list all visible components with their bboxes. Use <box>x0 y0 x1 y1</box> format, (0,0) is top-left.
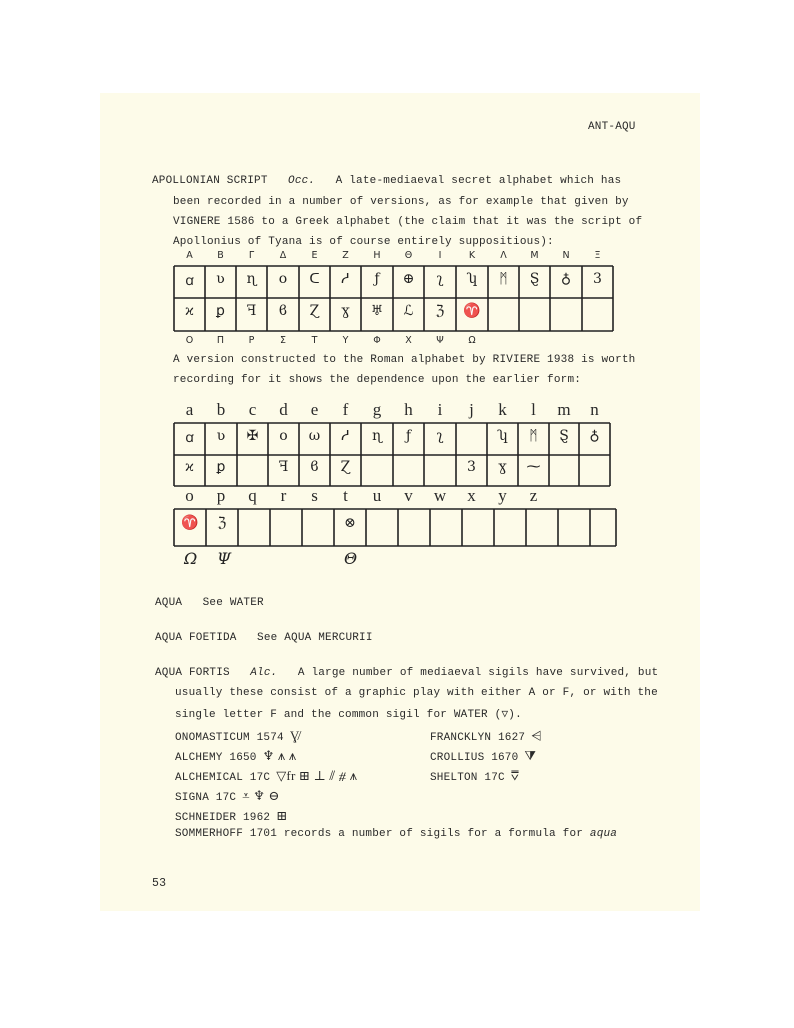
entry-text-line: single letter F and the common sigil for WATER (▽). <box>175 709 522 721</box>
cipher-glyph: ω <box>308 428 321 444</box>
cipher-glyph: ⊗ <box>344 515 356 531</box>
cipher-glyph: ϐ <box>278 303 288 319</box>
sigil-icon: ⩡ ♆ ⊖ <box>242 788 280 803</box>
entry-tag: Occ. <box>288 175 316 187</box>
cipher-glyph: ℨ <box>217 515 227 531</box>
greek-letter: Ζ <box>342 250 349 261</box>
cross-reference: See AQUA MERCURII <box>257 632 373 644</box>
greek-letter: Υ <box>342 335 349 346</box>
greek-letter: Ρ <box>248 335 255 346</box>
entry-text-line: Apollonius of Tyana is of course entirely suppositious): <box>173 236 554 248</box>
entry-text-line: usually these consist of a graphic play with either A or F, or with the <box>175 687 658 699</box>
roman-letter: d <box>279 400 288 419</box>
omega-label: Ω <box>184 549 198 568</box>
entry-text-italic: aqua <box>589 828 618 840</box>
cipher-glyph: ♈ <box>181 515 199 531</box>
roman-letter: b <box>216 400 226 419</box>
source-label: ALCHEMY 1650 <box>175 752 257 764</box>
entry-text-line: recording for it shows the dependence upon the earlier form: <box>173 374 582 386</box>
greek-letter: Φ <box>373 335 381 346</box>
roman-letter: f <box>342 400 349 419</box>
entry-aqua-foetida <box>155 632 373 644</box>
cipher-glyph: ɣ <box>341 303 350 319</box>
roman-letter: p <box>216 486 226 505</box>
cipher-glyph: ᛗ <box>529 428 538 444</box>
greek-letter: Ξ <box>594 250 601 261</box>
source-label: CROLLIUS 1670 <box>430 752 519 764</box>
roman-letter: n <box>590 400 599 419</box>
cipher-glyph: ᓱ <box>341 271 350 287</box>
cipher-glyph: 3 <box>467 459 476 475</box>
cross-reference: See WATER <box>202 597 264 609</box>
entry-tag: Alc. <box>250 667 278 679</box>
cipher-glyph: ƒ <box>374 271 380 287</box>
roman-letter: e <box>310 400 319 419</box>
greek-letter: Τ <box>311 335 318 346</box>
cipher-glyph: 3 <box>593 271 602 287</box>
theta-label: Θ <box>344 549 358 568</box>
cipher-glyph: ᓱ <box>341 428 350 444</box>
sigil-source-row <box>175 728 299 744</box>
sigil-icon: ♆ ⩚ ⩚ <box>262 748 297 763</box>
cipher-glyph: ϰ <box>185 459 194 475</box>
greek-letter: Ι <box>438 250 442 261</box>
sigil-source-row <box>175 788 280 804</box>
running-head: ANT-AQU <box>588 121 636 133</box>
greek-letter: Β <box>217 250 224 261</box>
sigil-icon: ⊞ <box>276 808 288 823</box>
roman-letter: h <box>404 400 413 419</box>
entry-text: A large number of mediaeval sigils have survived, but <box>297 667 659 679</box>
cipher-glyph: Ȿ <box>529 271 540 287</box>
cipher-glyph: ɣ <box>498 459 507 475</box>
cipher-glyph: ꭤ <box>185 430 194 446</box>
book-page <box>100 93 700 911</box>
psi-label: Ψ <box>217 549 232 568</box>
cipher-glyph: ϐ <box>310 459 319 475</box>
greek-letter: Σ <box>279 335 286 346</box>
roman-letter: i <box>437 400 443 419</box>
entry-heading: AQUA <box>155 597 183 609</box>
cipher-glyph: ꭤ <box>185 273 194 289</box>
cipher-glyph: ʮ <box>497 428 508 444</box>
roman-letter: o <box>185 486 194 505</box>
greek-letter: Χ <box>405 335 412 346</box>
greek-letter: Η <box>373 250 381 261</box>
page-number: 53 <box>152 877 167 890</box>
cipher-glyph: ʅ <box>436 271 444 287</box>
roman-letter: a <box>185 400 194 419</box>
cipher-glyph: ꟻ <box>246 303 257 319</box>
cipher-glyph: ♈ <box>463 303 481 319</box>
roman-letter: y <box>498 486 507 505</box>
greek-letter: Ω <box>468 335 476 346</box>
cipher-glyph: ⊕ <box>402 271 415 287</box>
cipher-glyph: ο <box>279 428 288 444</box>
roman-letter: z <box>529 486 538 505</box>
cipher-glyph: Ɀ <box>340 459 351 475</box>
cipher-glyph: ʋ <box>216 428 226 444</box>
greek-letter: Ν <box>562 250 570 261</box>
cipher-glyph: ℨ <box>435 303 445 319</box>
cipher-glyph: ɳ <box>372 428 382 444</box>
sigil-icon: ⩢ <box>510 768 519 783</box>
greek-letter: Λ <box>500 250 507 261</box>
roman-letter: v <box>404 486 413 505</box>
roman-letter: l <box>531 400 536 419</box>
greek-letter: Ε <box>311 250 318 261</box>
entry-text-line: VIGNERE 1586 to a Greek alphabet (the claim that it was the script of <box>173 216 643 228</box>
roman-letter: u <box>372 486 382 505</box>
cipher-glyph: ƒ <box>405 428 412 444</box>
entry-aqua <box>155 597 264 609</box>
cipher-glyph: ᑕ <box>309 271 320 287</box>
greek-letter: Π <box>216 335 225 346</box>
cipher-glyph: ℒ <box>403 303 414 319</box>
roman-letter: m <box>557 400 571 419</box>
greek-letter: Δ <box>279 250 287 261</box>
entry-heading: APOLLONIAN SCRIPT <box>152 175 268 187</box>
cipher-glyph: ♁ <box>560 271 572 287</box>
roman-letter: k <box>498 400 507 419</box>
source-label: SCHNEIDER 1962 <box>175 812 271 824</box>
source-label: SIGNA 17C <box>175 792 237 804</box>
cipher-glyph: ⁓ <box>526 459 541 475</box>
roman-letter: t <box>343 486 348 505</box>
greek-letter: Ψ <box>436 335 444 346</box>
roman-letter: j <box>469 400 474 419</box>
entry-heading: AQUA FOETIDA <box>155 632 237 644</box>
cipher-glyph: ꝑ <box>216 303 225 319</box>
sigil-icon: Ɣ̸ <box>289 728 300 743</box>
cipher-glyph: ϰ <box>185 303 194 319</box>
sigil-icon: ⩤ <box>531 728 542 743</box>
cipher-glyph: ʅ <box>436 428 444 444</box>
sigil-source-row <box>430 748 536 764</box>
cipher-glyph: ο <box>278 271 288 287</box>
cipher-glyph: Ɀ <box>309 303 320 319</box>
cipher-glyph: ʋ <box>216 271 225 287</box>
greek-letter: Ο <box>185 335 194 346</box>
cipher-glyph: ♅ <box>370 303 384 319</box>
cipher-glyph: ꝑ <box>216 459 226 475</box>
sigil-icon: ▽fr ⊞ ⊥ ⫽ ⧣ ⩚ <box>276 768 358 783</box>
cipher-glyph: ♁ <box>589 428 600 444</box>
sigil-source-row <box>175 808 287 824</box>
cipher-glyph: ʮ <box>466 271 478 287</box>
sigil-source-row <box>430 768 519 784</box>
entry-heading: AQUA FORTIS <box>155 667 230 679</box>
roman-letter: s <box>311 486 318 505</box>
cipher-glyph: Ȿ <box>559 428 569 444</box>
sigil-source-row <box>175 768 357 784</box>
entry-text-line: been recorded in a number of versions, as for example that given by <box>173 196 629 208</box>
greek-letter: Μ <box>530 250 539 261</box>
cipher-glyph: ᛗ <box>499 271 508 287</box>
source-label: ALCHEMICAL 17C <box>175 772 271 784</box>
roman-letter: c <box>248 400 257 419</box>
cipher-glyph: ꟻ <box>278 459 289 475</box>
sigil-icon: ⧩ <box>524 748 537 763</box>
entry-text-line <box>175 828 617 840</box>
greek-letter: Α <box>186 250 193 261</box>
roman-letter: g <box>372 400 382 419</box>
roman-letter: w <box>433 486 447 505</box>
roman-letter: q <box>248 486 257 505</box>
roman-letter: r <box>280 486 287 505</box>
entry-text: SOMMERHOFF 1701 records a number of sigils for a formula for <box>175 828 584 840</box>
entry-text-line: A version constructed to the Roman alphabet by RIVIERE 1938 is worth <box>173 354 636 366</box>
entry-aqua-fortis-heading <box>155 667 658 679</box>
sigil-source-row <box>430 728 542 744</box>
sigil-source-row <box>175 748 296 764</box>
source-label: ONOMASTICUM 1574 <box>175 732 284 744</box>
greek-letter: Θ <box>404 250 413 261</box>
entry-text: A late-mediaeval secret alphabet which has <box>335 175 622 187</box>
source-label: SHELTON 17C <box>430 772 505 784</box>
greek-letter: Γ <box>248 250 255 261</box>
cipher-glyph: ✠ <box>246 428 259 444</box>
greek-letter: Κ <box>468 250 476 261</box>
roman-letter: x <box>467 486 476 505</box>
source-label: FRANCKLYN 1627 <box>430 732 526 744</box>
cipher-glyph: ɳ <box>246 271 257 287</box>
